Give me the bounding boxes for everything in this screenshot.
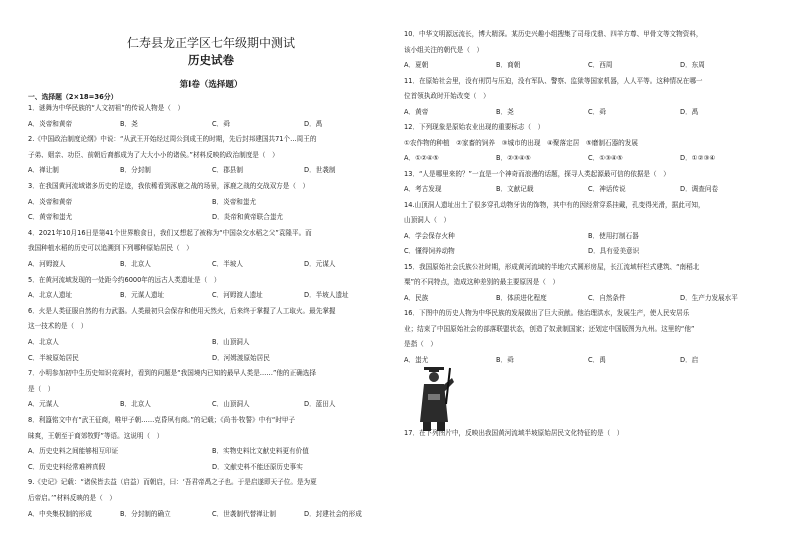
question-text: 14.山顶洞人遗址出土了很多穿孔动物牙齿的饰物，其中有的因经常穿系挂戴，孔变得光滑，据此可知， bbox=[404, 200, 705, 209]
option-left: C．半坡原始居民 bbox=[28, 353, 79, 362]
answer-options bbox=[28, 198, 396, 206]
question-text: 业；结束了中国原始社会的部落联盟状态，创造了奴隶制国家；还划定中国版图为九州。这里的“他” bbox=[404, 324, 695, 333]
option-c: C．舜 bbox=[588, 107, 606, 116]
option-c: C．禹 bbox=[588, 355, 606, 364]
question-text: 3．在我国黄河流域诸多历史的足迹，我依稀看到涿鹿之战的场景，涿鹿之战的交战双方是（ ） bbox=[28, 182, 310, 190]
option-d: D．世袭制 bbox=[304, 166, 336, 175]
option-right: B．炎帝和蚩尤 bbox=[212, 197, 257, 206]
option-left: A．历史史料之间能够相互印证 bbox=[28, 447, 119, 456]
answer-options bbox=[28, 213, 396, 221]
option-right: D．文献史料不能还原历史事实 bbox=[212, 462, 303, 471]
option-d: D．①②③④ bbox=[680, 154, 716, 162]
question-text: 位首领执政时开始改变（ ） bbox=[404, 92, 490, 100]
question-text: 7．小明参加初中生历史知识竞赛时，看到的问题是“我国境内已知的最早人类是……”他的正确选择 bbox=[28, 369, 316, 378]
question-text: 8．利簋铭文中有“武王征商，唯甲子朝……克昏夙有商。”的记载；《尚书·牧誓》中有“时甲子 bbox=[28, 416, 296, 424]
ancient-figure-icon bbox=[410, 364, 456, 436]
option-b: B．分封制的确立 bbox=[120, 509, 171, 518]
question-text: 该小组关注的朝代是（ ） bbox=[404, 45, 484, 54]
option-a: A．中央集权制的形成 bbox=[28, 509, 92, 518]
option-left: A．北京人 bbox=[28, 338, 59, 346]
question-text: 粟”的不同特点，造成这种差别的最主要原因是（ ） bbox=[404, 278, 560, 286]
question-text: 6．火是人类征服自然的有力武器。人类最初只会保存和使用天然火，后来终于掌握了人工取火。最先掌握 bbox=[28, 306, 336, 315]
option-c: C．郡县制 bbox=[212, 166, 243, 175]
question-text: ①农作物的种植 ②家畜的饲养 ③城市的出现 ④聚落定居 ⑤磨制石器的发展 bbox=[404, 138, 638, 147]
answer-options bbox=[404, 294, 772, 302]
option-b: B．元谋人遗址 bbox=[120, 291, 165, 300]
option-c: C．舜 bbox=[212, 119, 230, 128]
question-text: 11．在原始社会里，没有刑罚与压迫，没有军队、警察、监狱等国家机器，人人平等。这种情况在哪一 bbox=[404, 76, 703, 85]
question-text: 子弟、姻亲、功臣、前朝后裔都成为了大大小小的诸侯。”材料反映的政治制度是（ ） bbox=[28, 150, 279, 159]
right-column bbox=[402, 0, 772, 560]
option-d: D．蓝田人 bbox=[304, 400, 336, 409]
answer-options bbox=[28, 260, 396, 268]
exam-subtitle: 历史试卷 bbox=[188, 53, 234, 67]
option-a: A．炎帝和黄帝 bbox=[28, 119, 73, 128]
answer-options bbox=[404, 356, 772, 364]
question-text: 这一技术的是（ ） bbox=[28, 322, 88, 331]
option-left: C．黄帝和蚩尤 bbox=[28, 213, 73, 222]
question-text: 昧爽，王朝至于商郊牧野”等语。这说明（ ） bbox=[28, 431, 164, 440]
answer-options bbox=[404, 108, 772, 116]
question-text: 后帝启。’”材料反映的是（ ） bbox=[28, 494, 116, 502]
option-left: C．懂得饲养动物 bbox=[404, 247, 455, 255]
option-right: B．山顶洞人 bbox=[212, 338, 250, 346]
answer-options bbox=[28, 463, 396, 471]
option-d: D．调查问卷 bbox=[680, 185, 719, 193]
option-a: A．禅让制 bbox=[28, 166, 59, 175]
section-heading: 一、选择题（2×18=36分） bbox=[28, 93, 118, 101]
option-b: B．北京人 bbox=[120, 400, 151, 409]
question-text: 10．中华文明源远流长，博大精深。某历史兴趣小组搜集了司母戊鼎、四羊方尊、甲骨文等文物资料， bbox=[404, 30, 703, 38]
option-d: D．生产力发展水平 bbox=[680, 293, 738, 302]
answer-options bbox=[28, 291, 396, 299]
option-a: A．河姆渡人 bbox=[28, 260, 66, 268]
option-d: D．启 bbox=[680, 355, 699, 364]
question-text: 是指（ ） bbox=[404, 340, 437, 348]
option-c: C．山顶洞人 bbox=[212, 400, 250, 409]
answer-options bbox=[28, 338, 396, 346]
question-text: 2.《中国政治制度论纲》中说：“从武王开始经过周公到成王的时期，先后封邦建国共71个…周王的 bbox=[28, 135, 317, 144]
option-a: A．①②④⑤ bbox=[404, 154, 439, 162]
option-right: D．河姆渡原始居民 bbox=[212, 353, 270, 362]
answer-options bbox=[404, 232, 772, 240]
answer-options bbox=[28, 354, 396, 362]
option-a: A．元谋人 bbox=[28, 400, 59, 409]
answer-options bbox=[28, 447, 396, 455]
option-a: A．夏朝 bbox=[404, 61, 429, 69]
option-c: C．世袭制代替禅让制 bbox=[212, 509, 276, 518]
option-d: D．封建社会的形成 bbox=[304, 509, 362, 518]
question-text: 1．谜舞为中华民族的“人文初祖”的传说人物是（ ） bbox=[28, 104, 185, 112]
question-text: 山顶洞人（ ） bbox=[404, 216, 451, 224]
answer-options bbox=[404, 154, 772, 162]
answer-options bbox=[404, 247, 772, 255]
question-text: 是（ ） bbox=[28, 384, 55, 393]
option-c: C．神话传说 bbox=[588, 185, 626, 193]
option-right: D．炎帝和黄帝联合蚩尤 bbox=[212, 213, 284, 222]
question-text: 16．下图中的历史人物为中华民族的发展做出了巨大贡献。他治理洪水，发展生产，使人民安居乐 bbox=[404, 309, 690, 317]
option-c: C．①③④⑤ bbox=[588, 154, 623, 162]
option-c: C．西周 bbox=[588, 61, 613, 69]
option-a: A．黄帝 bbox=[404, 107, 429, 116]
option-b: B．尧 bbox=[120, 119, 138, 128]
option-b: B．②③④⑤ bbox=[496, 154, 531, 162]
option-right: B．实物史料比文献史料更有价值 bbox=[212, 447, 309, 456]
option-d: D．半坡人遗址 bbox=[304, 291, 349, 300]
answer-options bbox=[28, 400, 396, 408]
option-b: B．尧 bbox=[496, 107, 514, 116]
exam-title: 仁寿县龙正学区七年级期中测试 bbox=[126, 36, 295, 50]
left-column bbox=[26, 0, 396, 560]
option-left: C．历史史料经常难辨真假 bbox=[28, 462, 106, 471]
option-d: D．元谋人 bbox=[304, 260, 336, 268]
option-left: A．炎帝和黄帝 bbox=[28, 197, 73, 206]
option-c: C．自然条件 bbox=[588, 293, 626, 302]
answer-options bbox=[28, 510, 396, 518]
option-b: B．分封制 bbox=[120, 166, 151, 175]
option-b: B．文献记载 bbox=[496, 185, 534, 193]
option-a: A．蚩尤 bbox=[404, 355, 429, 364]
option-b: B．北京人 bbox=[120, 260, 151, 268]
option-d: D．禹 bbox=[304, 119, 323, 128]
option-right: B．使用打制石器 bbox=[588, 231, 639, 240]
option-right: D．具有爱美意识 bbox=[588, 247, 640, 255]
question-text: 17．在下列图片中，反映出我国黄河流域半坡原始居民文化特征的是（ ） bbox=[404, 429, 624, 437]
part-title: 第Ⅰ卷（选择题） bbox=[179, 80, 243, 90]
option-d: D．东周 bbox=[680, 61, 705, 69]
question-text: 15．我国原始社会氏族公社时期，形成黄河流域的半地穴式圆形房屋，长江流域杆栏式建筑、“南稻北 bbox=[404, 262, 700, 271]
question-text: 13．“人是哪里来的？”一直是一个神奇而浪漫的话题，探寻人类起源最可信的依据是（ ） bbox=[404, 169, 670, 178]
option-b: B．舜 bbox=[496, 355, 514, 364]
answer-options bbox=[28, 166, 396, 174]
answer-options bbox=[28, 120, 396, 128]
option-c: C．半坡人 bbox=[212, 260, 243, 268]
answer-options bbox=[404, 185, 772, 193]
answer-options bbox=[404, 61, 772, 69]
option-c: C．河姆渡人遗址 bbox=[212, 291, 263, 300]
option-a: A．民族 bbox=[404, 293, 429, 302]
option-d: D．禹 bbox=[680, 107, 699, 116]
question-text: 4．2021年10月16日是第41个世界粮食日，我们又想起了被称为“中国杂交水稻之父”袁隆平。而 bbox=[28, 228, 312, 237]
option-b: B．商朝 bbox=[496, 61, 521, 69]
option-left: A．学会保存火种 bbox=[404, 231, 455, 240]
option-a: A．北京人遗址 bbox=[28, 291, 73, 300]
question-text: 5．在黄河流域发现的一处距今约6000年的远古人类遗址是（ ） bbox=[28, 275, 221, 284]
question-text: 12．下列现象是原始农业出现的重要标志（ ） bbox=[404, 123, 545, 131]
question-text: 我国种植水稻的历史可以追溯到下列哪种原始居民（ ） bbox=[28, 244, 193, 253]
option-a: A．考古发现 bbox=[404, 185, 442, 193]
option-b: B．体质进化程度 bbox=[496, 293, 547, 302]
question-text: 9.《史记》记载：“诸侯皆去益（启益）而朝启，曰：‘吾君帝禹之子也。于是启遂即天子位。是为夏 bbox=[28, 478, 317, 487]
